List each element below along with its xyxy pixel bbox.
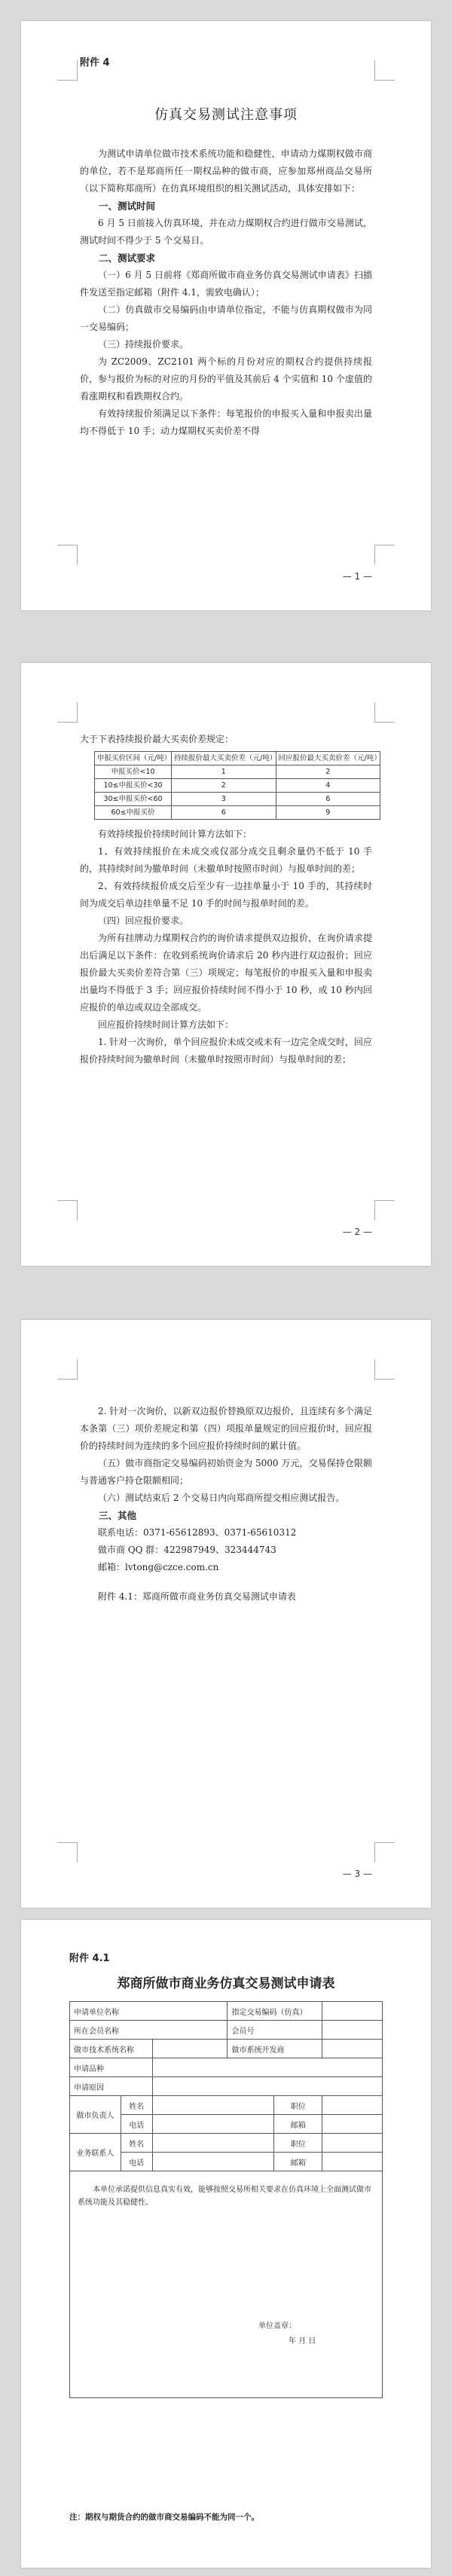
column-header: 申报买价区间（元/吨） [95,752,172,765]
page-4 [21,1920,431,2568]
table-row [95,779,380,793]
footnote: 注：期权与期货合约的做市商交易编码不能为同一个。 [69,2513,259,2522]
form-label: 做市技术系统名称 [70,2040,153,2058]
form-field[interactable] [152,2077,382,2096]
paragraph: 有效持续报价须满足以下条件：每笔报价的申报买入量和申报卖出量均不得低于 10 手；动力煤期权买卖价差不得 [80,408,372,436]
table-cell: 1 [172,765,276,779]
crop-mark [374,545,395,565]
form-label: 姓名 [121,2096,152,2115]
form-field[interactable] [152,2115,274,2134]
paragraph: 为 ZC2009、ZC2101 两个标的月份对应的期权合约提供持续报价，参与报价为标的对应的月份的平值及其前后 4 个实值和 10 个虚值的看涨期权和看跌期权合约。 [80,356,372,402]
form-label: 职位 [274,2096,322,2115]
paragraph: （三）持续报价要求。 [98,339,189,350]
contact-qq: 做市商 QQ 群：422987949、323444743 [98,1545,276,1555]
page-number: — 3 — [342,1869,372,1879]
contact-phone: 联系电话：0371-65612893、0371-65610312 [98,1527,297,1538]
table-cell: 申报买价<10 [95,765,172,779]
document-title: 仿真交易测试注意事项 [154,107,298,123]
paragraph: （五）做市商指定交易编码初始资金为 5000 万元，交易保持仓限额与普通客户持仓限额相同； [80,1458,372,1486]
form-label: 会员号 [228,2021,322,2040]
form-field[interactable] [322,2096,383,2115]
paragraph: 2. 针对一次询价，以新双边报价替换原双边报价，且连续有多个满足本条第（三）项价差规定和第（四）项报单量规定的回应报价时，回应报价的持续时间为连续的多个回应报价持续时间的累计值。 [80,1406,372,1451]
table-row [70,2096,383,2115]
intro-paragraph: 为测试申请单位做市技术系统功能和稳健性，申请动力煤期权做市商的单位，若不是郑商所任一期权品种的做市商，应参加郑州商品交易所（以下简称郑商所）在仿真环境组织的相关测试活动，具体安排如下： [80,148,372,194]
table-row [70,2058,383,2077]
form-label: 电话 [121,2153,152,2171]
form-field[interactable] [322,2021,383,2040]
column-header: 回应报价最大买卖价差（元/吨） [276,752,380,765]
crop-mark [374,1200,395,1221]
crop-mark [374,702,395,723]
form-label: 电话 [121,2115,152,2134]
table-cell: 60≤申报买价 [95,806,172,820]
paragraph: 有效持续报价持续时间计算方法如下： [98,829,252,839]
section-heading: 三、其他 [99,1510,137,1521]
page-2-body [80,731,381,1068]
form-label: 申请单位名称 [70,2002,228,2021]
page-1 [21,21,431,610]
form-field[interactable] [322,2134,383,2153]
form-field[interactable] [152,2040,228,2058]
table-row [70,2134,383,2153]
form-label: 职位 [274,2134,322,2153]
section-heading: 一、测试时间 [99,200,156,212]
form-field[interactable] [152,2134,274,2153]
form-label: 做市系统开发商 [228,2040,322,2058]
paragraph: （一）6 月 5 日前将《郑商所做市商业务仿真交易测试申请表》扫描件发送至指定邮箱（附件 4.1，需致电确认）； [80,270,372,298]
table-cell: 6 [276,793,380,806]
page-1-body [80,145,372,440]
form-label: 邮箱 [274,2153,322,2171]
page-number: — 1 — [342,571,372,582]
table-cell: 30≤申报买价<60 [95,793,172,806]
attachment-label: 附件 4.1 [69,1953,110,1964]
column-header: 持续报价最大买卖价差（元/吨） [172,752,276,765]
crop-mark [57,1842,78,1862]
crop-mark [57,545,78,565]
crop-mark [374,1842,395,1862]
crop-mark [57,1200,78,1221]
table-cell: 2 [172,779,276,793]
paragraph: （二）仿真做市交易编码由申请单位指定，不能与仿真期权做市为同一交易编码； [80,304,372,332]
page-3-body [80,1403,372,1606]
form-label: 申请原因 [70,2077,153,2096]
crop-mark [57,60,78,81]
form-label: 邮箱 [274,2115,322,2134]
contact-email: 邮箱：lvtong@czce.com.cn [98,1562,219,1572]
table-row [70,2002,383,2021]
spread-table [94,751,380,820]
paragraph: 回应报价持续时间计算方法如下： [98,1019,234,1030]
table-row [95,765,380,779]
date-label: 年 月 日 [289,2337,316,2345]
paragraph: 1. 针对一次询价，单个回应报价未成交或未有一边完全成交时，回应报价持续时间为撤单时间（未撤单时按照市时间）与报单时间的差； [80,1037,372,1065]
form-label: 指定交易编码（仿真） [228,2002,322,2021]
form-label: 姓名 [121,2134,152,2153]
table-row [70,2021,383,2040]
table-cell: 3 [172,793,276,806]
declaration-cell [70,2171,383,2398]
form-field[interactable] [322,2040,383,2058]
table-cell: 6 [172,806,276,820]
table-row [70,2171,383,2398]
table-row [95,793,380,806]
table-header-row [95,752,380,765]
table-cell: 2 [276,765,380,779]
form-title: 郑商所做市商业务仿真交易测试申请表 [117,1976,335,1991]
table-cell: 4 [276,779,380,793]
paragraph: （六）测试结束后 2 个交易日内向郑商所提交相应测试报告。 [98,1493,345,1503]
paragraph: 1、有效持续报价在未成交或仅部分成交且剩余量仍不低于 10 手的，其持续时间为撤单时间（未撤单时按照市时间）与报单时间的差； [80,846,372,874]
paragraph: 6 月 5 日前接入仿真环境，并在动力煤期权合约进行做市交易测试，测试时间不得少于 5 个交易日。 [80,218,372,246]
page-3 [21,1320,431,1908]
page-2 [21,663,431,1266]
declaration-text: 本单位承诺提供信息真实有效，能够按照交易所相关要求在仿真环境上全面测试做市系统功能及其稳健性。 [78,2186,371,2207]
table-cell: 10≤申报买价<30 [95,779,172,793]
crop-mark [374,60,395,81]
section-heading: 二、测试要求 [99,252,156,264]
form-label: 做市负责人 [70,2096,121,2134]
attachment-label: 附件 4 [80,57,110,69]
seal-label: 单位盖章： [258,2322,296,2330]
attachment-note: 附件 4.1：郑商所做市商业务仿真交易测试申请表 [98,1591,296,1602]
form-field[interactable] [152,2058,382,2077]
form-label: 业务联系人 [70,2134,121,2171]
table-cell: 9 [276,806,380,820]
page-number: — 2 — [342,1227,372,1237]
form-field[interactable] [322,2115,383,2134]
form-label: 申请品种 [70,2058,153,2077]
paragraph: 2、有效持续报价成交后至少有一边挂单量小于 10 手的，其持续时间为成交后单边挂单量不足 10 手的时间与报单时间的差。 [80,881,372,909]
crop-mark [374,1359,395,1380]
application-form-table [69,2001,383,2398]
table-row [95,806,380,820]
form-field[interactable] [322,2153,383,2171]
table-row [70,2040,383,2058]
form-field[interactable] [152,2153,274,2171]
form-field[interactable] [322,2002,383,2021]
paragraph: 大于下表持续报价最大买卖价差规定： [80,734,234,744]
paragraph: 为所有挂牌动力煤期权合约的询价请求提供双边报价，在询价请求提出后满足以下条件：在收到系统询价请求后 20 秒内进行双边报价；回应报价最大买卖价差符合第（三）项规定；每笔报价的申报买入量和申报卖出量均不得低于 3 手；回应报价持续时间不得小于 10 秒，或 10 秒内回应报价的单边或双边全部成交。 [80,933,372,1013]
crop-mark [57,702,78,723]
table-row [70,2077,383,2096]
crop-mark [57,1359,78,1380]
paragraph: （四）回应报价要求。 [98,915,189,926]
form-label: 所在会员名称 [70,2021,228,2040]
form-field[interactable] [152,2096,274,2115]
